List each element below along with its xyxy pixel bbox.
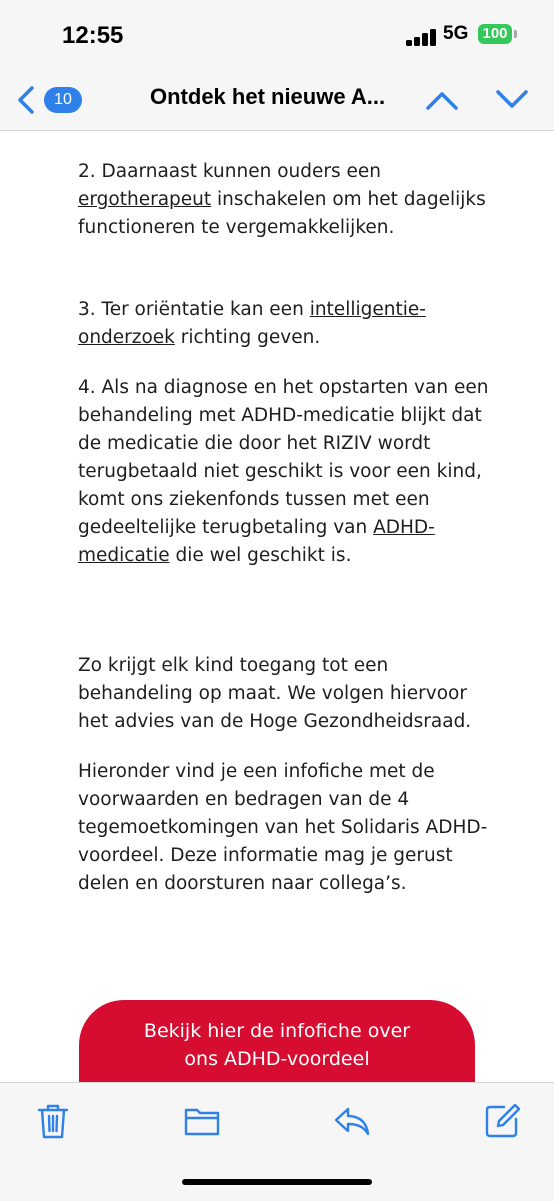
paragraph-text: inschakelen om het dagelijks functioneren te vergemakkelijken.	[78, 189, 486, 238]
page-title: Ontdek het nieuwe A...	[150, 84, 386, 109]
paragraph-text: 4. Als na diagnose en het opstarten van een behandeling met ADHD-medicatie blijkt dat de medicatie die door het RIZIV wordt terugbetaald niet geschikt is voor een kind, komt ons ziekenfonds tussen met een gedeeltelijke terugbetaling van	[78, 377, 489, 538]
cellular-signal-icon	[406, 28, 438, 46]
paragraph-text: richting geven.	[174, 327, 321, 348]
mail-nav-bar	[0, 70, 554, 131]
cta-line-2: ons ADHD-voordeel	[184, 1048, 370, 1070]
paragraph-text: 2. Daarnaast kunnen ouders een	[78, 161, 381, 182]
paragraph-text: die wel geschikt is.	[169, 545, 352, 566]
paragraph-text: 3. Ter oriëntatie kan een	[78, 299, 310, 320]
paragraph-medicatie	[78, 374, 498, 570]
battery-cap	[514, 30, 517, 38]
ergotherapeut-link[interactable]: ergotherapeut	[78, 189, 212, 210]
intelligentie-onderzoek-link[interactable]: intelligentie-onderzoek	[78, 299, 426, 348]
adhd-medicatie-link[interactable]: ADHD-medicatie	[78, 517, 435, 566]
home-indicator	[182, 1179, 372, 1185]
back-count-badge[interactable]: 10	[44, 87, 82, 113]
compose-icon[interactable]	[482, 1101, 522, 1141]
network-type: 5G	[443, 23, 469, 44]
next-message-icon[interactable]	[492, 82, 532, 118]
cta-line-1: Bekijk hier de infofiche over	[143, 1020, 411, 1042]
paragraph-ergotherapeut	[78, 158, 498, 242]
paragraph-behandeling: Zo krijgt elk kind toegang tot een behandeling op maat. We volgen hiervoor het advies van de Hoge Gezondheidsraad.	[78, 655, 472, 732]
infofiche-button[interactable]	[79, 1000, 475, 1090]
paragraph-intelligentie	[78, 296, 498, 352]
back-chevron-icon[interactable]	[8, 82, 44, 118]
battery-icon: 100	[478, 24, 512, 44]
paragraph-infofiche: Hieronder vind je een infofiche met de voorwaarden en bedragen van de 4 tegemoetkomingen van het Solidaris ADHD-voordeel. Deze informatie mag je gerust delen en doorsturen naar collega’s.	[78, 761, 488, 894]
mail-toolbar	[0, 1082, 554, 1201]
status-bar	[0, 0, 554, 70]
previous-message-icon[interactable]	[422, 82, 462, 118]
status-time: 12:55	[62, 22, 124, 49]
folder-icon[interactable]	[182, 1101, 222, 1141]
trash-icon[interactable]	[33, 1101, 73, 1141]
reply-icon[interactable]	[332, 1101, 372, 1141]
